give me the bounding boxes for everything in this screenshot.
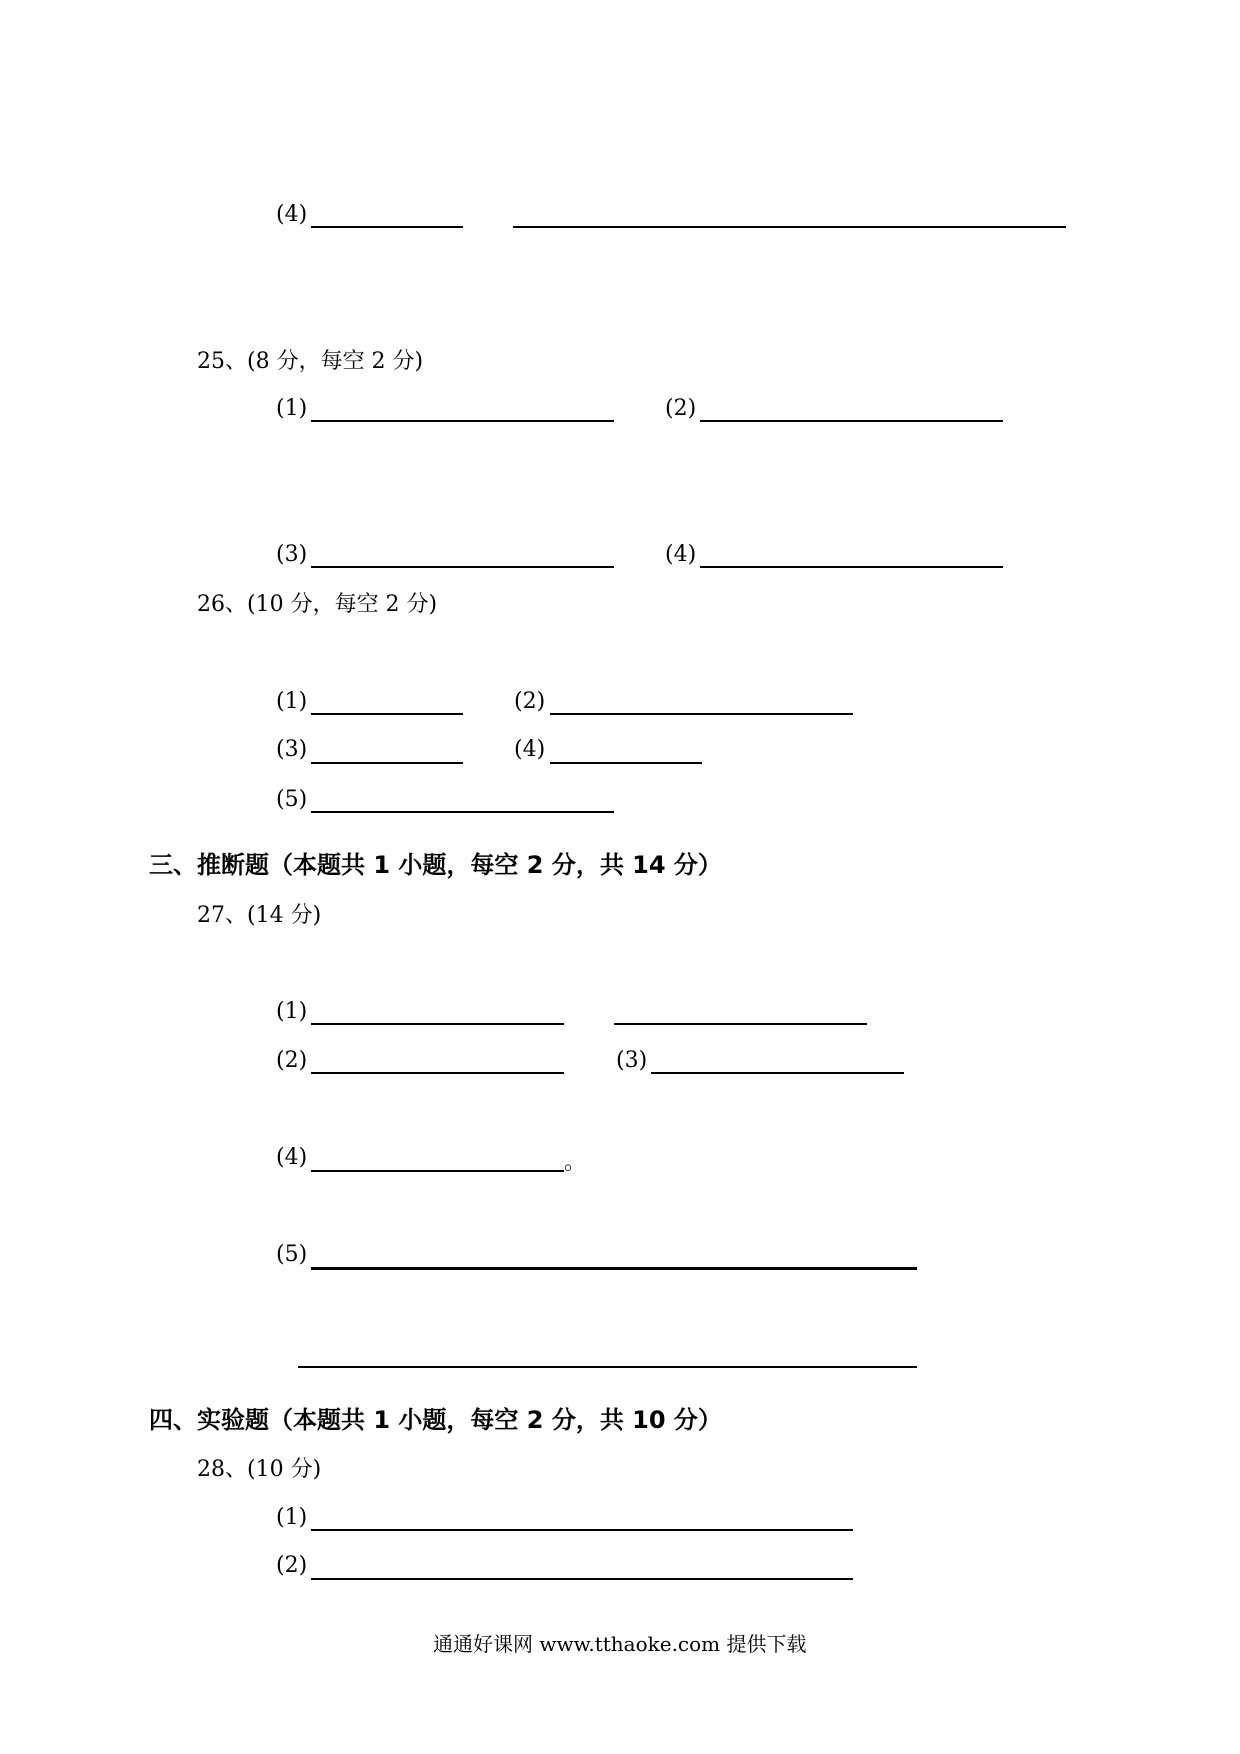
q27-item2-label: (2)	[276, 1048, 308, 1073]
q24-item4-blank-a[interactable]	[311, 226, 463, 228]
q25-header: 25、(8 分，每空 2 分)	[197, 349, 424, 374]
q26-item4-label: (4)	[514, 737, 546, 762]
q27-item2-blank[interactable]	[311, 1072, 564, 1074]
q25-item1-label: (1)	[276, 396, 308, 421]
q25-item2-label: (2)	[665, 396, 697, 421]
q28-item2-blank[interactable]	[311, 1578, 853, 1580]
q27-header: 27、(14 分)	[197, 903, 322, 928]
q25-item3-label: (3)	[276, 542, 308, 567]
q26-item3-blank[interactable]	[311, 762, 463, 764]
q25-item1-blank[interactable]	[311, 420, 614, 422]
q26-item2-label: (2)	[514, 689, 546, 714]
footer-credit: 通通好课网 www.tthaoke.com 提供下载	[433, 1632, 807, 1656]
q26-item3-label: (3)	[276, 737, 308, 762]
q24-item4-label: (4)	[276, 202, 308, 227]
section4-title: 四、实验题（本题共 1 小题，每空 2 分，共 10 分）	[149, 1406, 722, 1434]
q27-item4-label: (4)	[276, 1145, 308, 1170]
q27-item1-label: (1)	[276, 999, 308, 1024]
q27-item3-label: (3)	[616, 1048, 648, 1073]
q26-item5-blank[interactable]	[311, 811, 614, 813]
q26-item1-blank[interactable]	[311, 713, 463, 715]
q25-item3-blank[interactable]	[311, 566, 614, 568]
q26-item4-blank[interactable]	[550, 762, 702, 764]
q25-item4-label: (4)	[665, 542, 697, 567]
q25-item2-blank[interactable]	[700, 420, 1003, 422]
q27-item5-label: (5)	[276, 1242, 308, 1267]
q27-item4-blank[interactable]	[311, 1170, 564, 1172]
q25-item4-blank[interactable]	[700, 566, 1003, 568]
q24-item4-blank-b[interactable]	[513, 226, 1066, 228]
q26-header: 26、(10 分，每空 2 分)	[197, 592, 438, 617]
q27-item1-blank-b[interactable]	[614, 1023, 867, 1025]
q26-item1-label: (1)	[276, 689, 308, 714]
q27-item4-suffix: 。	[564, 1150, 587, 1175]
q28-item1-blank[interactable]	[311, 1529, 853, 1531]
q26-item2-blank[interactable]	[550, 713, 853, 715]
q27-item1-blank-a[interactable]	[311, 1023, 564, 1025]
q28-header: 28、(10 分)	[197, 1457, 322, 1482]
q26-item5-label: (5)	[276, 787, 308, 812]
section3-title: 三、推断题（本题共 1 小题，每空 2 分，共 14 分）	[149, 851, 722, 879]
q27-item5-blank-b[interactable]	[298, 1366, 917, 1368]
q28-item2-label: (2)	[276, 1553, 308, 1578]
q27-item3-blank[interactable]	[651, 1072, 904, 1074]
q27-item5-blank-a[interactable]	[311, 1267, 917, 1270]
q28-item1-label: (1)	[276, 1505, 308, 1530]
